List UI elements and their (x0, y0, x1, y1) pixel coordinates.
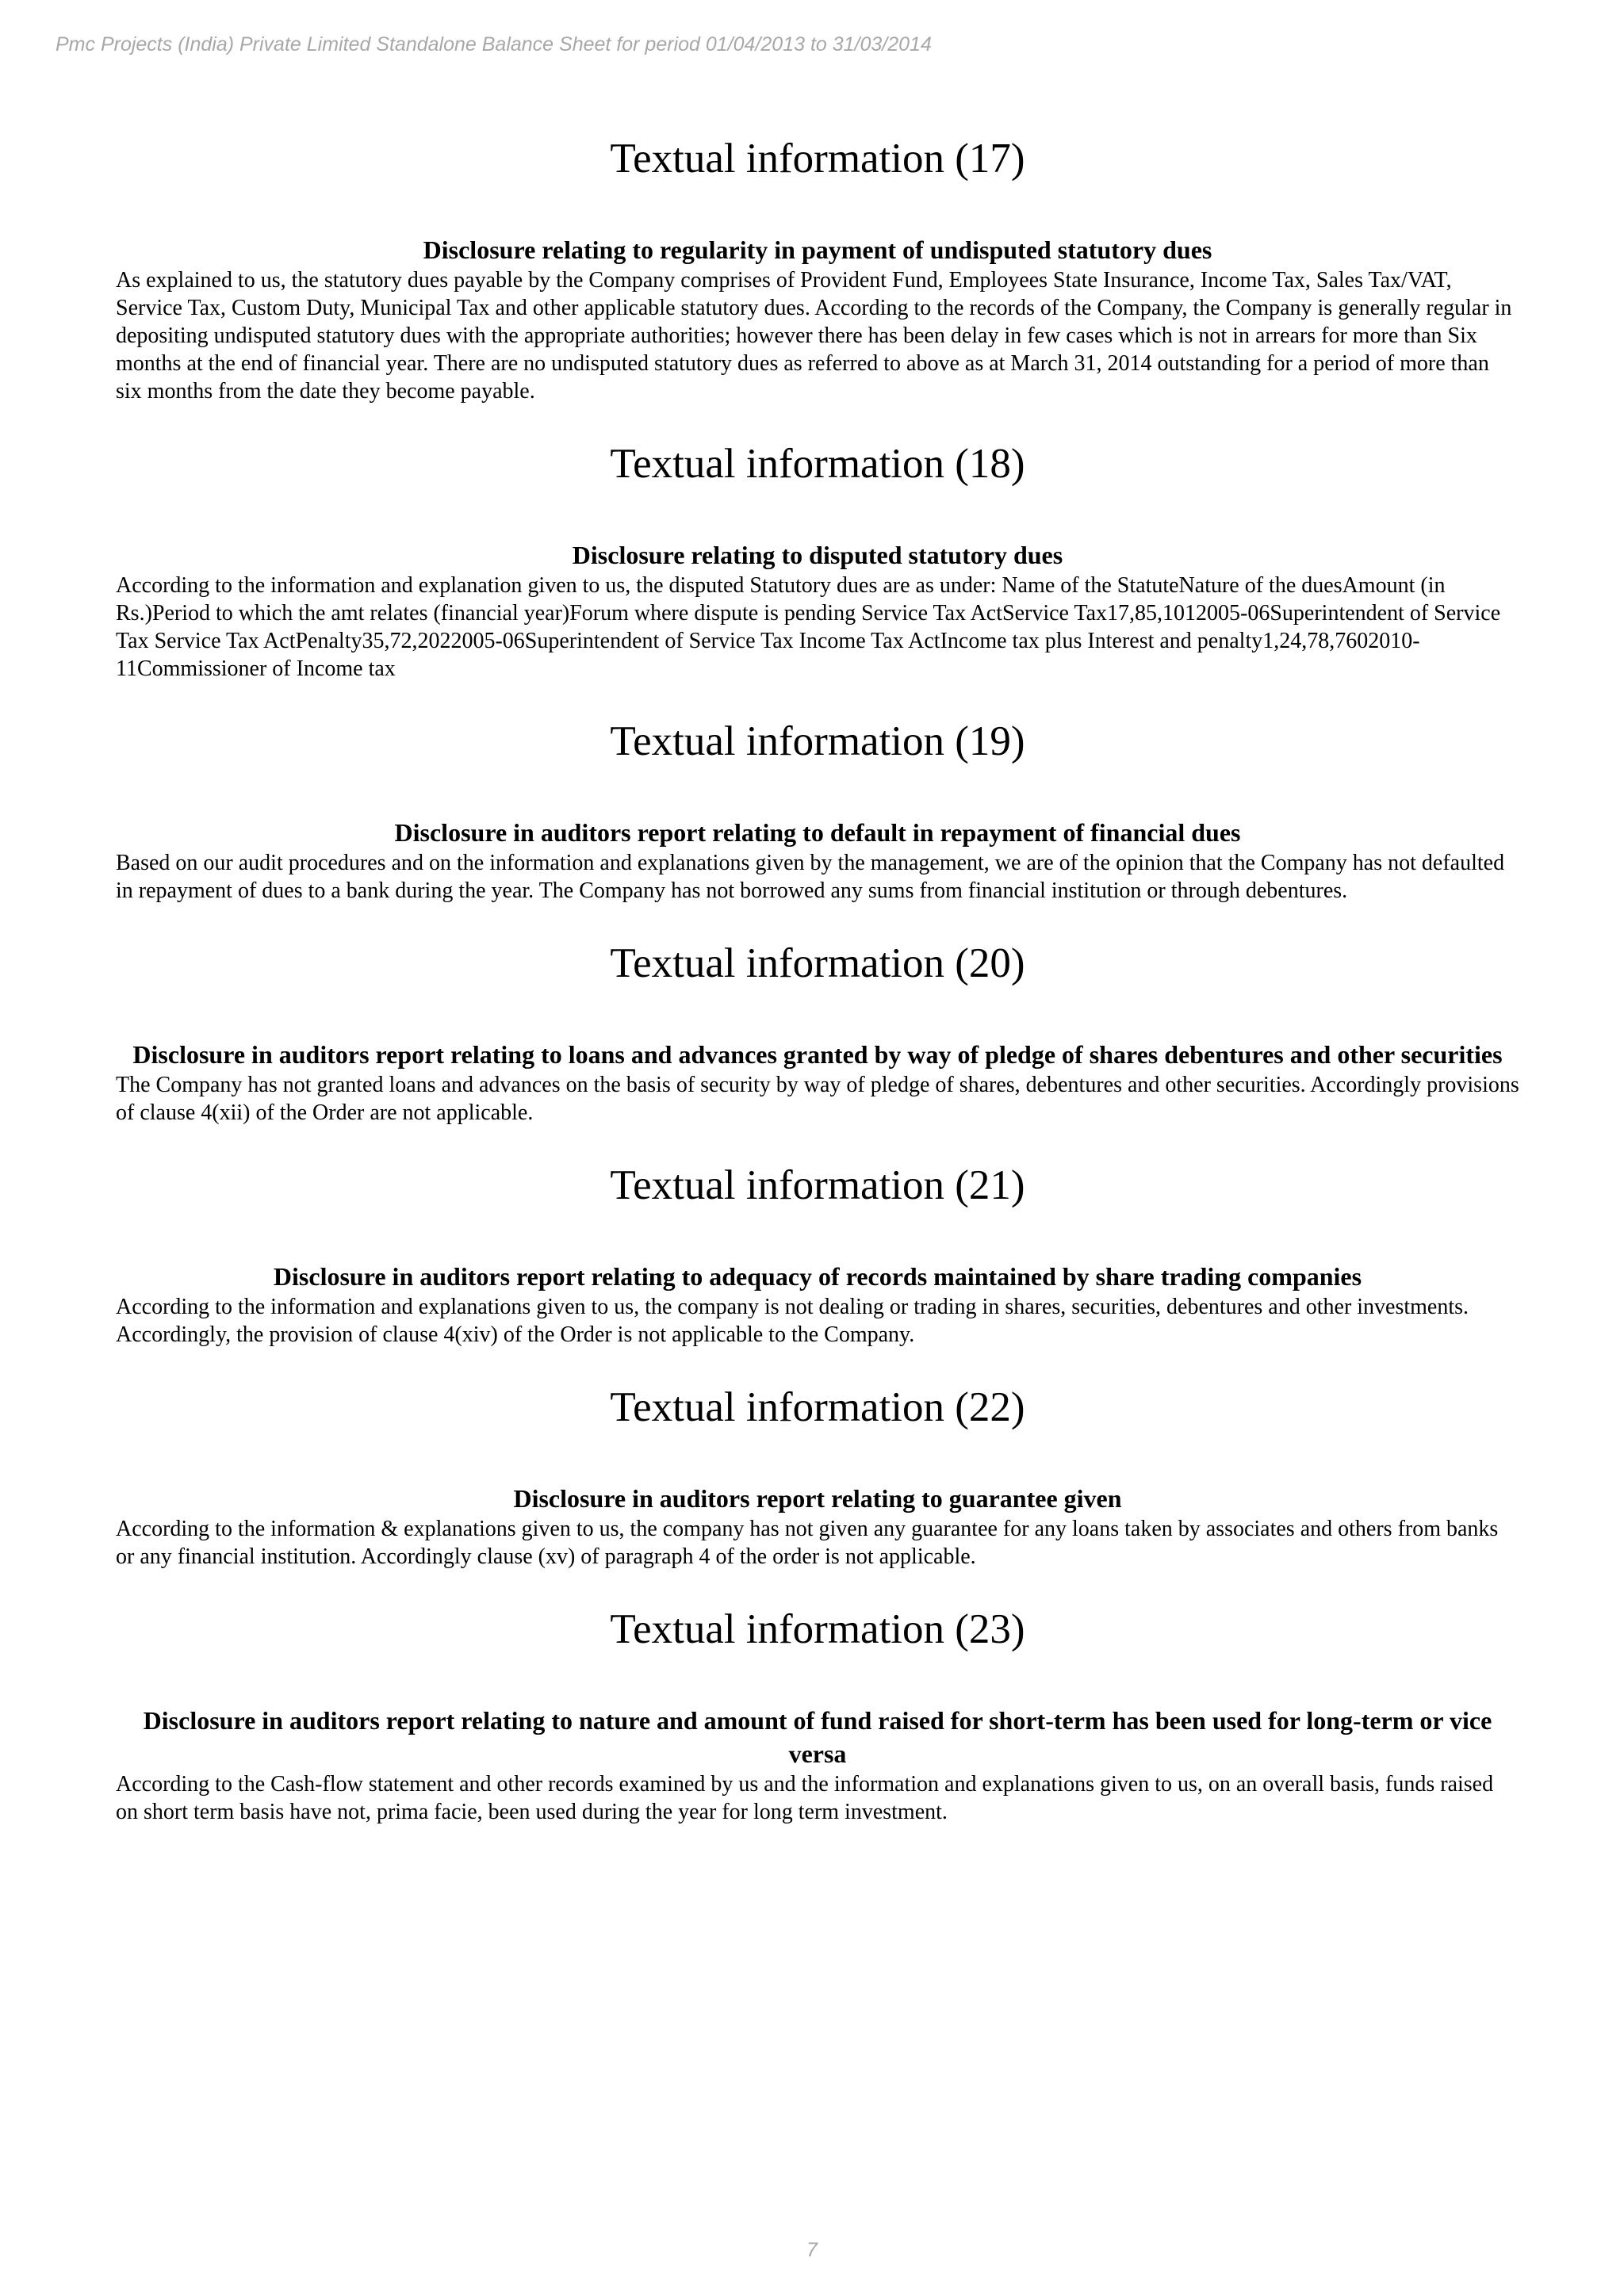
disclosure-text: According to the Cash-flow statement and other records examined by us and the information and explanations given to us, on an overall basis, funds raised on short term basis have not, prima facie, been used during the year for long term investment. (116, 1772, 1494, 1824)
disclosure-heading: Disclosure relating to regularity in payment of undisputed statutory dues (423, 235, 1212, 264)
disclosure-heading: Disclosure in auditors report relating to nature and amount of fund raised for short-term has been used for long-term or vice versa (143, 1706, 1492, 1768)
page-number: 7 (806, 2239, 818, 2261)
document-body (116, 133, 1519, 1859)
disclosure-text: Based on our audit procedures and on the information and explanations given by the management, we are of the opinion that the Company has not defaulted in repayment of dues to a bank during the year. The Company has not borrowed any sums from financial institution or through debentures. (116, 851, 1505, 903)
disclosure-heading: Disclosure in auditors report relating to guarantee given (513, 1484, 1122, 1513)
section-title: Textual information (18) (610, 441, 1025, 487)
textual-information-21 (116, 1160, 1519, 1349)
disclosure-text: According to the information and explanation given to us, the disputed Statutory dues are as under: Name of the StatuteNature of the duesAmount (in Rs.)Period to which the amt relates (financial year)Forum where dispute is pending Service Tax ActService Tax17,85,1012005-06Superintendent of Service Tax Service Tax ActPenalty35,72,2022005-06Superintendent of Service Tax Income Tax ActIncome tax plus Interest and penalty1,24,78,7602010-11Commissioner of Income tax (116, 573, 1501, 681)
disclosure-heading: Disclosure in auditors report relating to loans and advances granted by way of pledge of shares debentures and other securities (132, 1040, 1503, 1069)
textual-information-22 (116, 1382, 1519, 1571)
textual-information-23 (116, 1604, 1519, 1826)
section-title: Textual information (19) (610, 718, 1025, 764)
section-title: Textual information (23) (610, 1606, 1025, 1652)
disclosure-text: The Company has not granted loans and advances on the basis of security by way of pledge of shares, debentures and other securities. Accordingly provisions of clause 4(xii) of the Order are not applicable. (116, 1073, 1519, 1125)
section-title: Textual information (17) (610, 136, 1025, 182)
disclosure-text: According to the information and explanations given to us, the company is not dealing or trading in shares, securities, debentures and other investments. Accordingly, the provision of clause 4(xiv) of the Order is not applicable to the Company. (116, 1295, 1469, 1347)
disclosure-text: As explained to us, the statutory dues payable by the Company comprises of Provident Fund, Employees State Insurance, Income Tax, Sales Tax/VAT, Service Tax, Custom Duty, Municipal Tax and other applicable statutory dues. According to the records of the Company, the Company is generally regular in depositing undisputed statutory dues with the appropriate authorities; however there has been delay in few cases which is not in arrears for more than Six months at the end of financial year. There are no undisputed statutory dues as referred to above as at March 31, 2014 outstanding for a period of more than six months from the date they become payable. (116, 268, 1512, 404)
disclosure-heading: Disclosure relating to disputed statutory dues (572, 541, 1063, 569)
running-header: Pmc Projects (India) Private Limited Standalone Balance Sheet for period 01/04/2013 to 31/03/2014 (56, 33, 932, 55)
section-title: Textual information (22) (610, 1384, 1025, 1430)
textual-information-17 (116, 133, 1519, 405)
disclosure-heading: Disclosure in auditors report relating to adequacy of records maintained by share trading companies (273, 1262, 1362, 1291)
textual-information-19 (116, 716, 1519, 905)
disclosure-heading: Disclosure in auditors report relating to default in repayment of financial dues (394, 818, 1241, 847)
textual-information-20 (116, 938, 1519, 1127)
disclosure-text: According to the information & explanations given to us, the company has not given any guarantee for any loans taken by associates and others from banks or any financial institution. Accordingly clause (xv) of paragraph 4 of the order is not applicable. (116, 1517, 1499, 1569)
textual-information-18 (116, 438, 1519, 683)
section-title: Textual information (21) (610, 1162, 1025, 1208)
section-title: Textual information (20) (610, 940, 1025, 986)
